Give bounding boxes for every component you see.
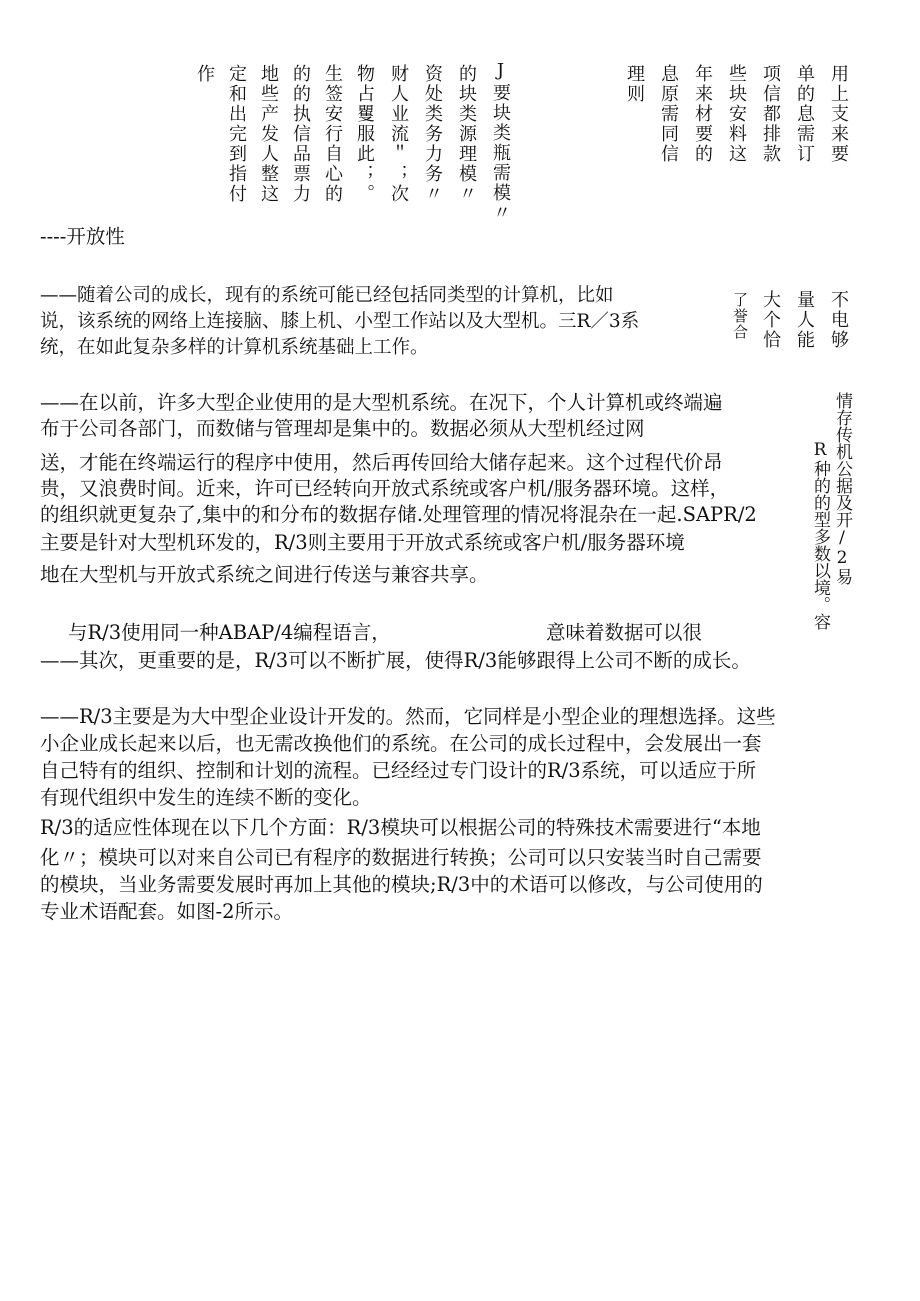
paragraph-line: 送，才能在终端运行的程序中使用，然后再传回给大储存起来。这个过程代价昂 bbox=[40, 451, 723, 474]
vertical-column: 地些产发人整这 bbox=[258, 64, 279, 204]
vertical-column: R种的的型多数以境。容 bbox=[810, 440, 830, 630]
paragraph-line: 贵，又浪费时间。近来，许可已经转向开放式系统或客户机/服务器环境。这样， bbox=[40, 477, 730, 500]
vertical-column: 不电够 bbox=[828, 290, 849, 350]
vertical-column: 的的执信品票力 bbox=[290, 64, 311, 204]
vertical-column: 项信都排款 bbox=[760, 64, 781, 164]
vertical-column: 用上支来要 bbox=[828, 64, 849, 164]
paragraph-line: 与R/3使用同一种ABAP/4编程语言， bbox=[68, 621, 391, 644]
paragraph-line: 有现代组织中发生的连续不断的变化。 bbox=[40, 786, 372, 809]
paragraph-line: 化〃；模块可以对来自公司已有程序的数据进行转换；公司可以只安装当时自己需要 bbox=[40, 846, 762, 869]
paragraph-line: ——其次，更重要的是，R/3可以不断扩展，使得R/3能够跟得上公司不断的成长。 bbox=[40, 649, 751, 672]
vertical-column: 些块安料这 bbox=[726, 64, 747, 164]
vertical-column: 定和出完到指付 bbox=[226, 64, 247, 204]
vertical-column: 单的息需订 bbox=[794, 64, 815, 164]
paragraph-line: ——在以前，许多大型企业使用的是大型机系统。在况下，个人计算机或终端遍 bbox=[40, 391, 723, 414]
vertical-column: 资处类务力务〃 bbox=[422, 64, 443, 204]
paragraph-line: ——随着公司的成长，现有的系统可能已经包括同类型的计算机，比如 bbox=[40, 285, 614, 306]
vertical-column: 量人能 bbox=[794, 290, 815, 350]
section-heading: ----开放性 bbox=[40, 225, 125, 248]
vertical-column: 年来材要的 bbox=[692, 64, 713, 164]
paragraph-line: ——R/3主要是为大中型企业设计开发的。然而，它同样是小型企业的理想选择。这些 bbox=[40, 705, 776, 728]
vertical-column: 的块类源理模〃 bbox=[456, 64, 477, 204]
paragraph-line: R/3的适应性体现在以下几个方面：R/3模块可以根据公司的特殊技术需要进行“本地 bbox=[40, 816, 761, 839]
vertical-column: 理则 bbox=[624, 64, 645, 104]
vertical-column: 财人业流＂；次 bbox=[388, 64, 409, 204]
vertical-column: 了誉合 bbox=[731, 292, 749, 340]
paragraph-line: 主要是针对大型机环发的，R/3则主要用于开放式系统或客户机/服务器环境 bbox=[40, 531, 685, 554]
paragraph-line: 布于公司各部门，而数储与管理却是集中的。数据必须从大型机经过网 bbox=[40, 417, 645, 440]
paragraph-line: 意味着数据可以很 bbox=[546, 621, 703, 644]
vertical-column: 情存传机公据及开/2易 bbox=[832, 392, 852, 585]
paragraph-line: 专业术语配套。如图-2所示。 bbox=[40, 900, 293, 923]
vertical-column: 大个恰 bbox=[760, 290, 781, 350]
vertical-column: 物占矍服此；。 bbox=[354, 64, 375, 204]
paragraph-line: 的组织就更复杂了,集中的和分布的数据存储.处理管理的情况将混杂在一起.SAPR/2 bbox=[40, 503, 757, 526]
paragraph-line: 说，该系统的网络上连接脑、膝上机、小型工作站以及大型机。三R／3系 bbox=[40, 311, 640, 332]
vertical-column: 作 bbox=[194, 64, 215, 84]
paragraph-line: 地在大型机与开放式系统之间进行传送与兼容共享。 bbox=[40, 563, 489, 586]
paragraph-line: 统，在如此复杂多样的计算机系统基础上工作。 bbox=[40, 337, 429, 358]
vertical-column: J要块类瓶需模〃 bbox=[490, 60, 511, 223]
paragraph-line: 的模块，当业务需要发展时再加上其他的模块;R/3中的术语可以修改，与公司使用的 bbox=[40, 873, 763, 896]
paragraph-line: 自己特有的组织、控制和计划的流程。已经经过专门设计的R/3系统，可以适应于所 bbox=[40, 759, 757, 782]
paragraph-line: 小企业成长起来以后，也无需改换他们的系统。在公司的成长过程中，会发展出一套 bbox=[40, 732, 762, 755]
vertical-column: 生签安行自心的 bbox=[322, 64, 343, 204]
vertical-column: 息原需同信 bbox=[658, 64, 679, 164]
